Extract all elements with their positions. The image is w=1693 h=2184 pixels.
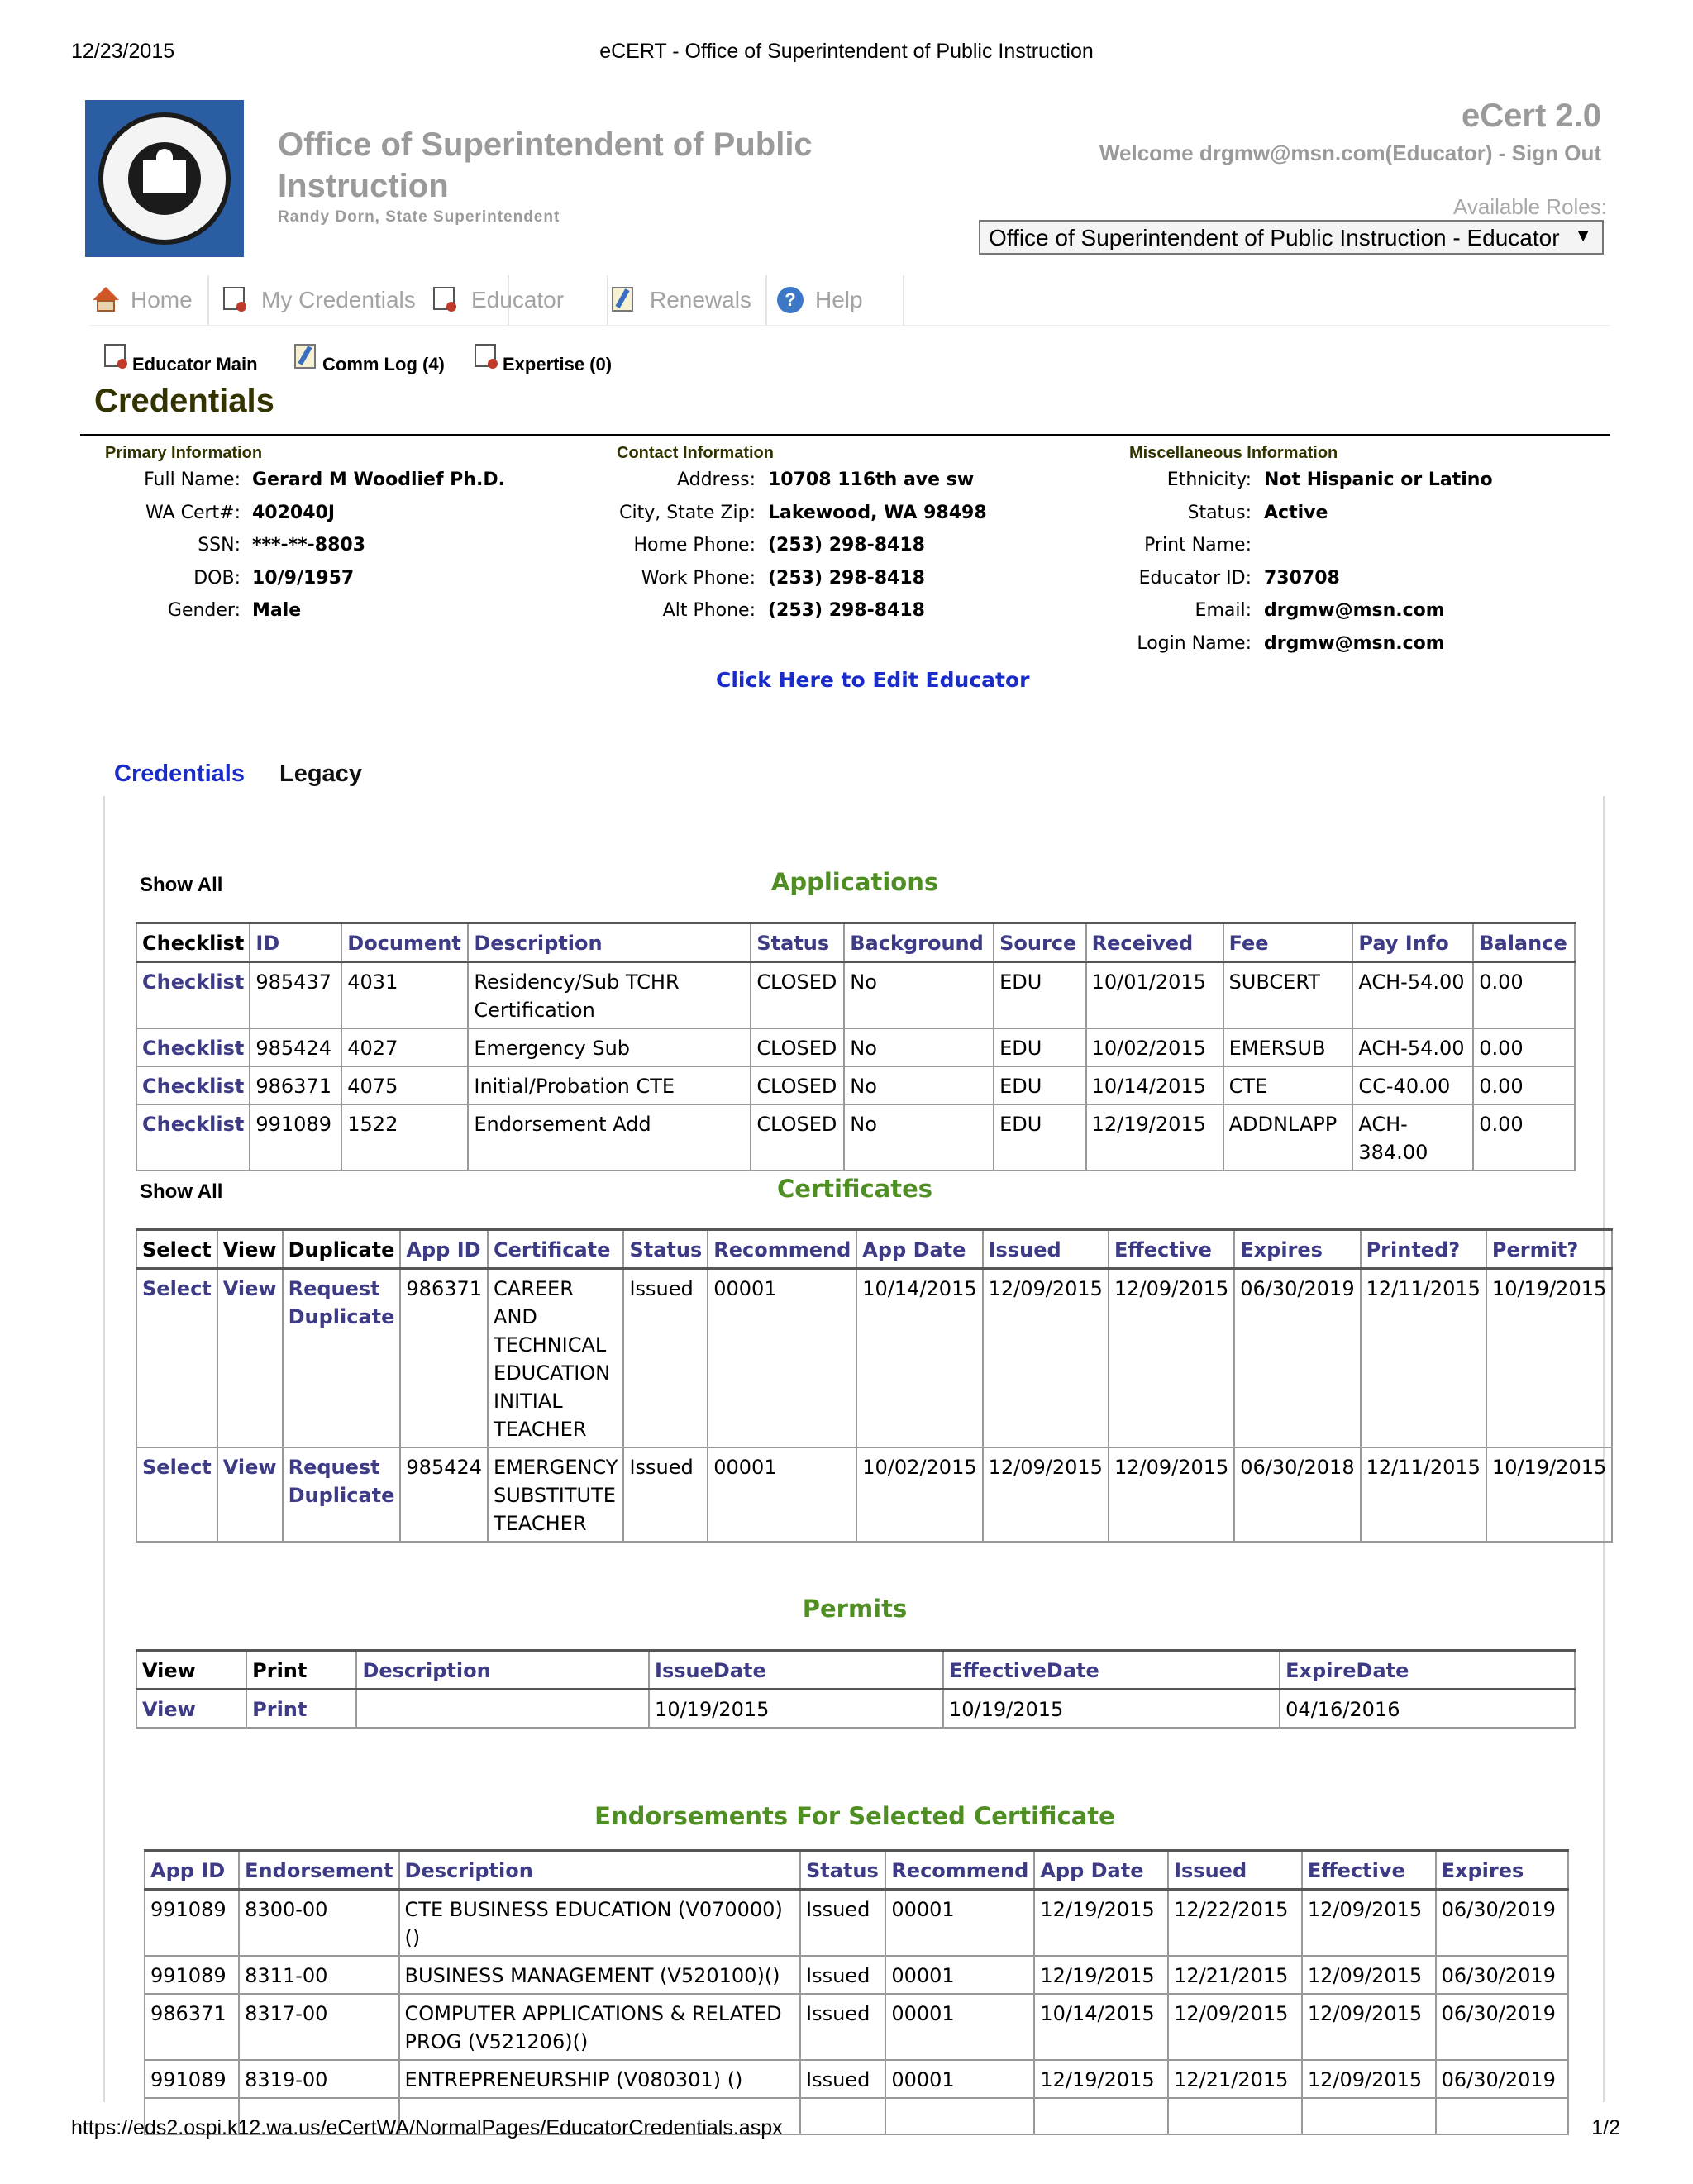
table-row <box>136 1028 1575 1066</box>
column-header[interactable]: App ID <box>145 1851 239 1890</box>
table-cell: 4027 <box>341 1028 468 1066</box>
table-cell <box>1168 2098 1302 2134</box>
app-title: eCert 2.0 <box>1462 98 1601 134</box>
checklist-link[interactable]: Checklist <box>136 962 250 1029</box>
table-cell: Issued <box>623 1269 708 1448</box>
ospi-logo[interactable] <box>85 100 244 257</box>
column-header[interactable]: Description <box>468 923 751 962</box>
info-label: WA Cert#: <box>145 502 241 523</box>
info-label: Login Name: <box>1137 632 1252 654</box>
print-page-number: 1/2 <box>1591 2116 1620 2139</box>
table-cell: EDU <box>994 1028 1085 1066</box>
table-cell: EDU <box>994 1104 1085 1171</box>
table-cell: 12/22/2015 <box>1168 1890 1302 1957</box>
table-cell: 991089 <box>250 1104 341 1171</box>
table-cell <box>1436 2098 1568 2134</box>
certificates-table <box>136 1228 1613 1543</box>
table-cell: EMERSUB <box>1223 1028 1353 1066</box>
table-cell: 12/09/2015 <box>1302 1956 1436 1994</box>
checklist-link[interactable]: Checklist <box>136 1066 250 1104</box>
info-label: Email: <box>1195 600 1252 621</box>
column-header[interactable]: Pay Info <box>1352 923 1473 962</box>
subnav-label: Expertise (0) <box>503 354 613 374</box>
column-header[interactable]: IssueDate <box>649 1651 943 1690</box>
table-cell: No <box>844 1104 994 1171</box>
table-cell: 0.00 <box>1473 1066 1575 1104</box>
table-cell: No <box>844 962 994 1029</box>
duplicate-link[interactable]: Request Duplicate <box>283 1269 401 1448</box>
applications-table <box>136 922 1576 1171</box>
table-cell: 0.00 <box>1473 1028 1575 1066</box>
table-cell: 12/09/2015 <box>983 1447 1109 1542</box>
nav-label: Help <box>815 287 863 312</box>
column-header[interactable]: Endorsement <box>239 1851 398 1890</box>
column-header[interactable]: Permit? <box>1486 1230 1612 1269</box>
info-value: Gerard M Woodlief Ph.D. <box>252 470 505 490</box>
table-cell: 12/09/2015 <box>983 1269 1109 1448</box>
view-link[interactable]: View <box>136 1690 246 1729</box>
table-cell: 12/19/2015 <box>1086 1104 1223 1171</box>
table-cell: 12/21/2015 <box>1168 2060 1302 2098</box>
column-header[interactable]: Recommend <box>708 1230 856 1269</box>
column-header[interactable]: ID <box>250 923 341 962</box>
main-nav <box>89 275 1610 326</box>
column-header[interactable]: Printed? <box>1361 1230 1486 1269</box>
table-cell <box>1302 2098 1436 2134</box>
table-cell: 00001 <box>885 2060 1034 2098</box>
table-cell: 12/19/2015 <box>1034 1956 1168 1994</box>
info-value: 10/9/1957 <box>252 567 355 589</box>
print-date: 12/23/2015 <box>71 40 175 63</box>
subnav-label: Comm Log (4) <box>322 354 445 374</box>
table-cell: 12/19/2015 <box>1034 1890 1168 1957</box>
roles-selected-value: Office of Superintendent of Public Instruction - Educator <box>989 225 1560 250</box>
page-title: Credentials <box>94 383 274 419</box>
table-row <box>145 1994 1568 2060</box>
column-header[interactable]: Received <box>1086 923 1223 962</box>
table-cell: 10/02/2015 <box>856 1447 982 1542</box>
column-header[interactable]: Recommend <box>885 1851 1034 1890</box>
table-cell: CTE <box>1223 1066 1353 1104</box>
table-cell: Issued <box>800 1994 885 2060</box>
tab-legacy[interactable]: Legacy <box>279 761 362 787</box>
column-header[interactable]: Description <box>356 1651 649 1690</box>
table-cell: 06/30/2019 <box>1436 1890 1568 1957</box>
misc-info-heading: Miscellaneous Information <box>1129 444 1338 462</box>
nav-divider <box>600 275 608 325</box>
column-header[interactable]: Issued <box>983 1230 1109 1269</box>
table-cell: ENTREPRENEURSHIP (V080301) () <box>399 2060 800 2098</box>
table-cell: 00001 <box>885 1890 1034 1957</box>
column-header[interactable]: Certificate <box>488 1230 623 1269</box>
table-cell: 12/11/2015 <box>1361 1269 1486 1448</box>
table-row <box>136 962 1575 1029</box>
column-header: View <box>136 1651 246 1690</box>
table-header-row <box>145 1851 1568 1890</box>
info-value: (253) 298-8418 <box>768 567 925 589</box>
table-cell: 06/30/2019 <box>1234 1269 1360 1448</box>
column-header[interactable]: Source <box>994 923 1085 962</box>
column-header[interactable]: Description <box>399 1851 800 1890</box>
column-header[interactable]: Background <box>844 923 994 962</box>
table-cell: 06/30/2018 <box>1234 1447 1360 1542</box>
table-cell: 12/19/2015 <box>1034 2060 1168 2098</box>
table-cell: 986371 <box>250 1066 341 1104</box>
info-label: SSN: <box>198 535 241 556</box>
applications-title: Applications <box>770 868 939 896</box>
subnav-expertise[interactable] <box>471 337 612 375</box>
endorsements-table <box>144 1849 1569 2135</box>
subnav-educator-main[interactable] <box>101 337 258 375</box>
table-cell: SUBCERT <box>1223 962 1353 1029</box>
table-cell: ACH-384.00 <box>1352 1104 1473 1171</box>
print-url: https://eds2.ospi.k12.wa.us/eCertWA/NormalPages/EducatorCredentials.aspx <box>71 2116 783 2139</box>
table-cell: 8311-00 <box>239 1956 398 1994</box>
table-cell: 985437 <box>250 962 341 1029</box>
table-cell <box>356 1690 649 1729</box>
nav-label: Home <box>131 287 193 312</box>
table-cell: 00001 <box>885 1994 1034 2060</box>
table-cell: 991089 <box>145 2060 239 2098</box>
help-icon: ? <box>777 287 804 313</box>
table-row <box>136 1447 1612 1542</box>
table-cell: 991089 <box>145 1890 239 1957</box>
certificates-title: Certificates <box>776 1175 933 1203</box>
view-link[interactable]: View <box>217 1269 283 1448</box>
state-seal-icon <box>98 112 231 245</box>
table-cell: 986371 <box>400 1269 488 1448</box>
info-value: (253) 298-8418 <box>768 535 925 556</box>
table-cell: No <box>844 1066 994 1104</box>
nav-item-renewals[interactable] <box>608 275 767 325</box>
column-header[interactable]: Effective <box>1302 1851 1436 1890</box>
info-label: Work Phone: <box>641 567 756 589</box>
table-cell: Issued <box>800 2060 885 2098</box>
column-header[interactable]: Status <box>800 1851 885 1890</box>
table-cell: 8319-00 <box>239 2060 398 2098</box>
table-cell: CLOSED <box>751 962 844 1029</box>
info-label: Full Name: <box>144 470 241 490</box>
table-cell: 06/30/2019 <box>1436 1956 1568 1994</box>
table-row <box>145 2060 1568 2098</box>
table-cell: 04/16/2016 <box>1280 1690 1575 1729</box>
table-cell: EDU <box>994 1066 1085 1104</box>
roles-label: Available Roles: <box>1453 194 1607 219</box>
info-value: Lakewood, WA 98498 <box>768 502 987 523</box>
table-cell: CLOSED <box>751 1104 844 1171</box>
column-header[interactable]: Balance <box>1473 923 1575 962</box>
info-value: drgmw@msn.com <box>1264 600 1445 621</box>
info-value: (253) 298-8418 <box>768 600 925 621</box>
table-cell: EMERGENCY SUBSTITUTE TEACHER <box>488 1447 623 1542</box>
table-cell: 10/19/2015 <box>1486 1447 1612 1542</box>
info-value: Active <box>1264 502 1328 523</box>
edit-icon <box>608 285 638 315</box>
info-label: Status: <box>1187 502 1252 523</box>
table-cell: 12/09/2015 <box>1109 1269 1234 1448</box>
table-cell: CC-40.00 <box>1352 1066 1473 1104</box>
view-link[interactable]: View <box>217 1447 283 1542</box>
info-value: 730708 <box>1264 567 1340 589</box>
column-header[interactable]: Issued <box>1168 1851 1302 1890</box>
table-row <box>136 1066 1575 1104</box>
tab-credentials[interactable]: Credentials <box>114 761 245 787</box>
table-cell: 06/30/2019 <box>1436 1994 1568 2060</box>
column-header: View <box>217 1230 283 1269</box>
table-cell: Initial/Probation CTE <box>468 1066 751 1104</box>
table-cell: 06/30/2019 <box>1436 2060 1568 2098</box>
primary-info-heading: Primary Information <box>105 444 263 462</box>
column-header[interactable]: EffectiveDate <box>943 1651 1280 1690</box>
table-cell: 1522 <box>341 1104 468 1171</box>
print-link[interactable]: Print <box>246 1690 356 1729</box>
table-cell: Issued <box>623 1447 708 1542</box>
column-header: Duplicate <box>283 1230 401 1269</box>
column-header[interactable]: Expires <box>1234 1230 1360 1269</box>
table-cell: CAREER AND TECHNICAL EDUCATION INITIAL TEACHER <box>488 1269 623 1448</box>
info-label: Home Phone: <box>633 535 756 556</box>
table-row <box>145 1890 1568 1957</box>
checklist-link[interactable]: Checklist <box>136 1028 250 1066</box>
select-link[interactable]: Select <box>136 1447 217 1542</box>
table-cell: 0.00 <box>1473 1104 1575 1171</box>
info-label: Educator ID: <box>1138 567 1252 589</box>
info-value: 10708 116th ave sw <box>768 470 975 490</box>
nav-item-home[interactable] <box>89 275 209 325</box>
table-cell: ADDNLAPP <box>1223 1104 1353 1171</box>
table-cell: 10/02/2015 <box>1086 1028 1223 1066</box>
table-row <box>136 1104 1575 1171</box>
info-label: Address: <box>676 470 756 490</box>
table-header-row <box>136 923 1575 962</box>
column-header[interactable]: Fee <box>1223 923 1353 962</box>
table-cell: 12/09/2015 <box>1109 1447 1234 1542</box>
column-header[interactable]: Document <box>341 923 468 962</box>
print-title: eCERT - Office of Superintendent of Public Instruction <box>599 40 1094 63</box>
table-cell: 985424 <box>250 1028 341 1066</box>
table-cell: 10/14/2015 <box>856 1269 982 1448</box>
edit-educator-link[interactable]: Click Here to Edit Educator <box>716 668 1030 692</box>
table-cell: Issued <box>800 1956 885 1994</box>
certificate-icon <box>430 285 460 315</box>
table-cell: 12/09/2015 <box>1302 2060 1436 2098</box>
column-header[interactable]: App Date <box>856 1230 982 1269</box>
title-divider <box>80 434 1610 436</box>
column-header: Select <box>136 1230 217 1269</box>
table-cell: 10/14/2015 <box>1034 1994 1168 2060</box>
table-cell: 12/09/2015 <box>1302 1890 1436 1957</box>
table-cell: 12/11/2015 <box>1361 1447 1486 1542</box>
info-value: Not Hispanic or Latino <box>1264 470 1493 490</box>
table-row <box>136 1269 1612 1448</box>
table-cell: 10/19/2015 <box>1486 1269 1612 1448</box>
table-cell: Emergency Sub <box>468 1028 751 1066</box>
nav-label: My Credentials <box>261 287 416 312</box>
info-value: drgmw@msn.com <box>1264 632 1445 654</box>
certificate-icon <box>471 342 501 372</box>
endorsements-title: Endorsements For Selected Certificate <box>594 1802 1115 1830</box>
table-cell <box>1034 2098 1168 2134</box>
welcome-signout-link[interactable]: Welcome drgmw@msn.com(Educator) - Sign Out <box>1099 141 1601 165</box>
table-cell: 10/19/2015 <box>649 1690 943 1729</box>
info-label: Gender: <box>167 600 241 621</box>
certificates-show-all-link[interactable]: Show All <box>140 1180 223 1203</box>
table-cell: COMPUTER APPLICATIONS & RELATED PROG (V521206)() <box>399 1994 800 2060</box>
certificate-icon <box>220 285 250 315</box>
table-cell: Residency/Sub TCHR Certification <box>468 962 751 1029</box>
table-cell: Endorsement Add <box>468 1104 751 1171</box>
table-row <box>136 1690 1575 1729</box>
duplicate-link[interactable]: Request Duplicate <box>283 1447 401 1542</box>
applications-show-all-link[interactable]: Show All <box>140 874 223 896</box>
column-header[interactable]: Effective <box>1109 1230 1234 1269</box>
info-value: ***-**-8803 <box>252 535 366 556</box>
table-cell: 10/01/2015 <box>1086 962 1223 1029</box>
column-header[interactable]: ExpireDate <box>1280 1651 1575 1690</box>
table-cell: 986371 <box>145 1994 239 2060</box>
table-cell <box>800 2098 885 2134</box>
subnav-label: Educator Main <box>132 354 258 374</box>
column-header: Print <box>246 1651 356 1690</box>
table-cell: 00001 <box>708 1447 856 1542</box>
table-cell: 12/09/2015 <box>1168 1994 1302 2060</box>
table-header-row <box>136 1651 1575 1690</box>
table-cell: BUSINESS MANAGEMENT (V520100)() <box>399 1956 800 1994</box>
checklist-link[interactable]: Checklist <box>136 1104 250 1171</box>
subnav-comm-log[interactable] <box>291 337 445 375</box>
info-label: DOB: <box>193 567 241 589</box>
column-header[interactable]: Status <box>623 1230 708 1269</box>
permits-table <box>136 1649 1576 1729</box>
table-cell: 10/14/2015 <box>1086 1066 1223 1104</box>
column-header[interactable]: Expires <box>1436 1851 1568 1890</box>
table-cell: 00001 <box>885 1956 1034 1994</box>
select-link[interactable]: Select <box>136 1269 217 1448</box>
info-value: 402040J <box>252 502 336 523</box>
column-header[interactable]: Status <box>751 923 844 962</box>
edit-icon <box>291 342 321 372</box>
table-cell: ACH-54.00 <box>1352 962 1473 1029</box>
table-cell: CLOSED <box>751 1066 844 1104</box>
info-label: Ethnicity: <box>1166 470 1252 490</box>
info-label: Alt Phone: <box>662 600 756 621</box>
contact-info-heading: Contact Information <box>617 444 774 462</box>
table-cell: 00001 <box>708 1269 856 1448</box>
certificate-icon <box>101 342 131 372</box>
table-cell: 8317-00 <box>239 1994 398 2060</box>
info-label: Print Name: <box>1144 535 1252 556</box>
roles-select[interactable] <box>979 220 1604 255</box>
table-cell: 8300-00 <box>239 1890 398 1957</box>
table-cell: No <box>844 1028 994 1066</box>
table-cell: 985424 <box>400 1447 488 1542</box>
table-cell: 991089 <box>145 1956 239 1994</box>
column-header[interactable]: App ID <box>400 1230 488 1269</box>
table-cell <box>885 2098 1034 2134</box>
org-subtitle: Randy Dorn, State Superintendent <box>278 208 560 226</box>
table-cell: EDU <box>994 962 1085 1029</box>
nav-label: Renewals <box>650 287 751 312</box>
table-cell: ACH-54.00 <box>1352 1028 1473 1066</box>
column-header[interactable]: App Date <box>1034 1851 1168 1890</box>
table-cell: 12/21/2015 <box>1168 1956 1302 1994</box>
table-row <box>145 1956 1568 1994</box>
table-cell: CTE BUSINESS EDUCATION (V070000) () <box>399 1890 800 1957</box>
table-cell: 4031 <box>341 962 468 1029</box>
nav-item-help[interactable] <box>777 275 904 325</box>
info-value: Male <box>252 600 302 621</box>
table-cell: Issued <box>800 1890 885 1957</box>
table-cell: 10/19/2015 <box>943 1690 1280 1729</box>
table-header-row <box>136 1230 1612 1269</box>
permits-title: Permits <box>802 1595 908 1623</box>
table-cell: 0.00 <box>1473 962 1575 1029</box>
nav-label: Educator <box>471 287 565 312</box>
dropdown-arrow-icon: ▼ <box>1574 225 1592 246</box>
org-name: Office of Superintendent of Public Instruction <box>278 126 813 204</box>
info-label: City, State Zip: <box>619 502 756 523</box>
table-cell: 12/09/2015 <box>1302 1994 1436 2060</box>
table-cell: 4075 <box>341 1066 468 1104</box>
column-header: Checklist <box>136 923 250 962</box>
home-icon <box>89 285 119 315</box>
table-cell: CLOSED <box>751 1028 844 1066</box>
